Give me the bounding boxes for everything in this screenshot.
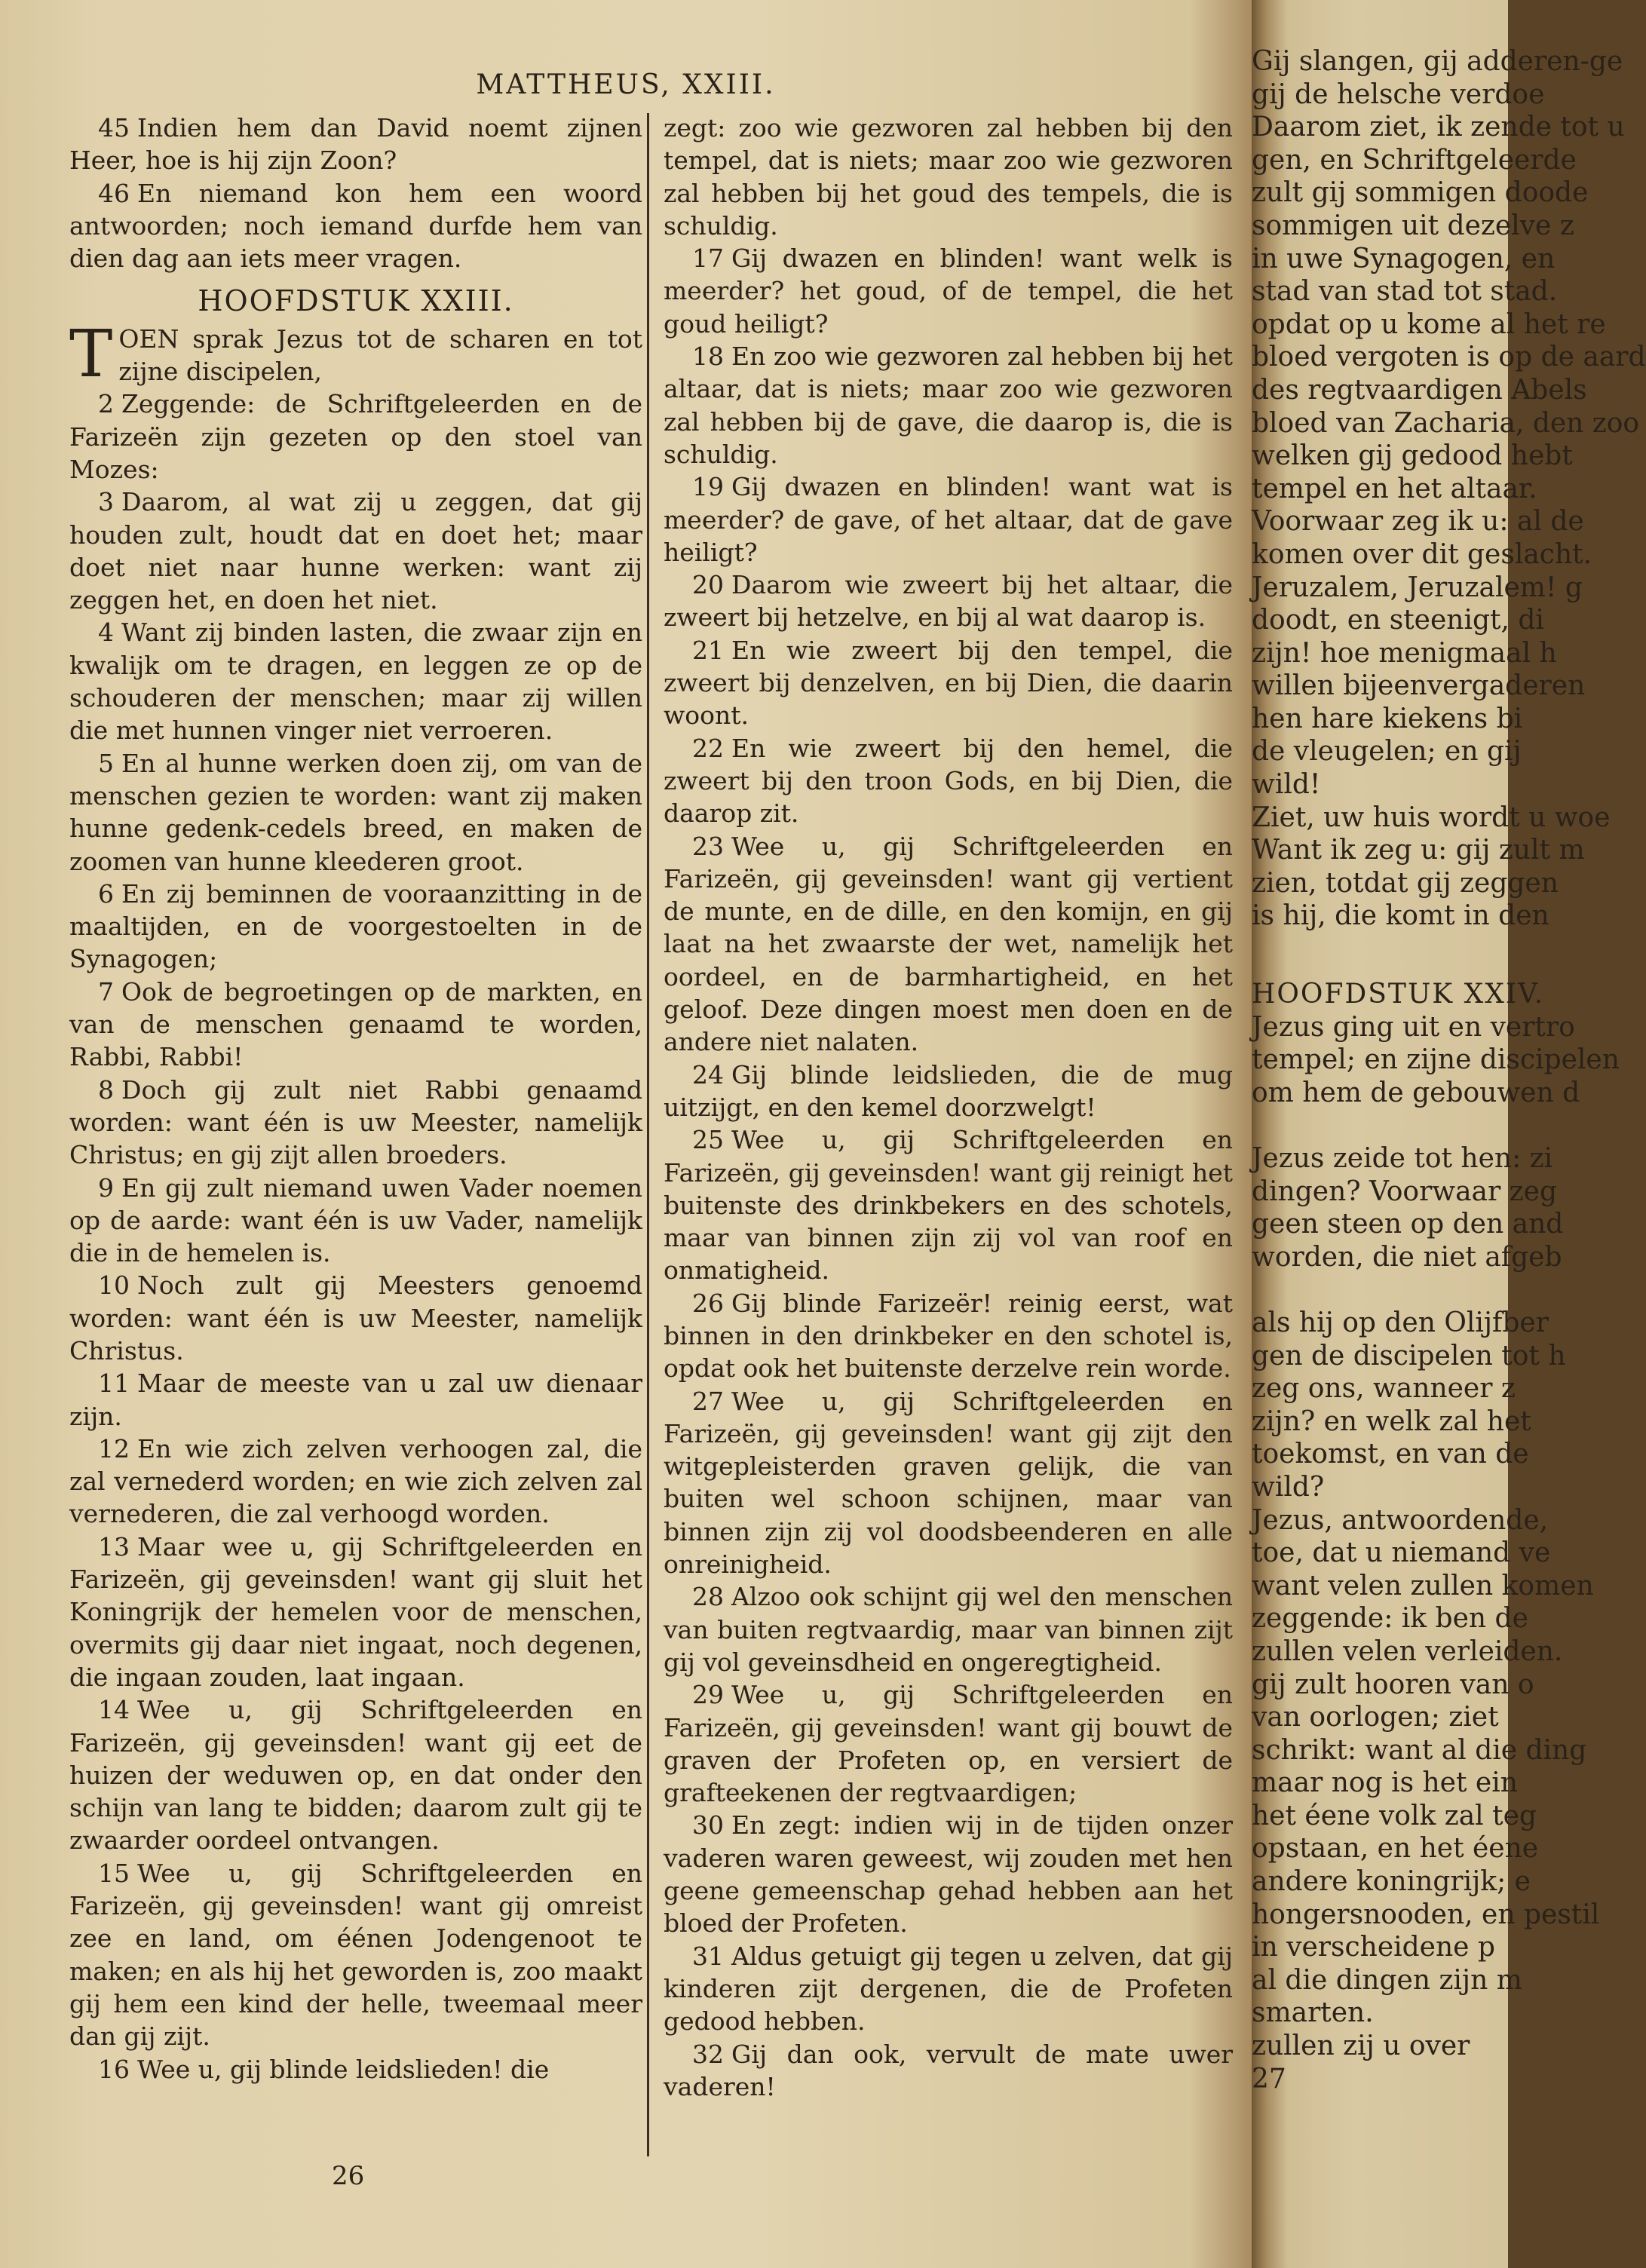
adjacent-line: zullen zij u over bbox=[1252, 2030, 1470, 2062]
page-number: 26 bbox=[332, 2161, 365, 2191]
verse-number: 28 bbox=[692, 1582, 724, 1612]
adjacent-line: tempel; en zijne discipelen bbox=[1252, 1044, 1620, 1076]
verse-text: Wee u, gij Schriftgeleerden en Farizeën, gij geveinsden! want gij eet de huizen der weduwen op, en dat onder den schijn van lang te bidden; daarom zult gij te zwaarder oordeel ontvangen. bbox=[69, 1695, 642, 1856]
verse-number: 18 bbox=[692, 342, 724, 372]
prelude-verses bbox=[69, 112, 642, 274]
verse-number: 29 bbox=[692, 1680, 724, 1710]
verse-text: Want zij binden lasten, die zwaar zijn en kwalijk om te dragen, en leggen ze op de schouderen der menschen; maar zij willen die met hunnen vinger niet verroeren. bbox=[69, 618, 642, 746]
verse bbox=[664, 340, 1233, 470]
adjacent-line: bloed van Zacharia, den zoo bbox=[1252, 407, 1640, 439]
adjacent-line: toekomst, en van de bbox=[1252, 1439, 1529, 1470]
verse bbox=[664, 470, 1233, 569]
verse-number: 17 bbox=[692, 244, 724, 274]
verse-text: Indien hem dan David noemt zijnen Heer, hoe is hij zijn Zoon? bbox=[69, 113, 642, 176]
adjacent-line: Jezus ging uit en vertro bbox=[1252, 1011, 1575, 1043]
adjacent-line: sommigen uit dezelve z bbox=[1252, 210, 1574, 241]
verse-text: Wee u, gij Schriftgeleerden en Farizeën, gij geveinsden! want gij reinigt het buitenste des drinkbekers en des schotels, maar van binnen zijn zij vol van roof en onmatigheid. bbox=[664, 1125, 1233, 1286]
verse bbox=[69, 486, 642, 616]
verse-number: 14 bbox=[98, 1695, 130, 1725]
adjacent-line: opstaan, en het éene bbox=[1252, 1833, 1539, 1865]
adjacent-line: schrikt: want al die ding bbox=[1252, 1734, 1587, 1766]
verse bbox=[69, 878, 642, 976]
verse-text: Daarom, al wat zij u zeggen, dat gij houden zult, houdt dat en doet het; maar doet niet naar hunne werken: want zij zeggen het, en doen het niet. bbox=[69, 487, 642, 615]
verse-text: Maar wee u, gij Schriftgeleerden en Farizeën, gij geveinsden! want gij sluit het Koningrijk der hemelen voor de menschen, overmits gij daar niet ingaat, noch degenen, die ingaan zouden, laat ingaan. bbox=[69, 1531, 642, 1692]
column-rule bbox=[647, 113, 649, 2156]
verse bbox=[664, 1678, 1233, 1809]
adjacent-line: Want ik zeg u: gij zult m bbox=[1252, 835, 1585, 866]
adjacent-line: zullen velen verleiden. bbox=[1252, 1635, 1563, 1667]
adjacent-line: willen bijeenvergaderen bbox=[1252, 670, 1586, 702]
verse-number: 2 bbox=[98, 389, 114, 419]
verse bbox=[664, 1059, 1233, 1124]
adjacent-line: als hij op den Olijfber bbox=[1252, 1307, 1549, 1338]
adjacent-line: in verscheidene p bbox=[1252, 1932, 1495, 1963]
verse bbox=[664, 1940, 1233, 2038]
adjacent-line: welken gij gedood hebt bbox=[1252, 440, 1573, 472]
left-column bbox=[69, 112, 642, 2086]
verse bbox=[664, 1809, 1233, 1939]
adjacent-line: opdat op u kome al het re bbox=[1252, 308, 1606, 340]
verse bbox=[69, 1367, 642, 1433]
adjacent-line: zijn! hoe menigmaal h bbox=[1252, 637, 1557, 669]
verse-number: 16 bbox=[98, 2054, 130, 2084]
verse-text: En wie zweert bij den tempel, die zweert bij denzelven, en bij Dien, die daarin woont. bbox=[664, 635, 1233, 731]
verse-number: 11 bbox=[98, 1368, 130, 1399]
adjacent-line: zeg ons, wanneer z bbox=[1252, 1373, 1516, 1405]
verse-text: Wee u, gij Schriftgeleerden en Farizeën, gij geveinsden! want gij omreist zee en land, om éénen Jodengenoot te maken; en als hij het geworden is, zoo maakt gij hem een kind der helle, tweemaal meer dan gij zijt. bbox=[69, 1858, 642, 2052]
verse-text: Ook de begroetingen op de markten, en van de menschen genaamd te worden, Rabbi, Rabbi! bbox=[69, 976, 642, 1072]
adjacent-line: Gij slangen, gij adderen-ge bbox=[1252, 46, 1623, 77]
verse-number: 46 bbox=[98, 178, 130, 208]
verse-text: Zeggende: de Schriftgeleerden en de Farizeën zijn gezeten op den stoel van Mozes: bbox=[69, 389, 642, 484]
adjacent-line: gij de helsche verdoe bbox=[1252, 78, 1545, 110]
verse bbox=[69, 1172, 642, 1270]
verse bbox=[69, 1074, 642, 1172]
verse bbox=[69, 976, 642, 1074]
verse-text: Maar de meeste van u zal uw dienaar zijn. bbox=[69, 1368, 642, 1431]
adjacent-line: Jeruzalem, Jeruzalem! g bbox=[1252, 572, 1583, 603]
verse-text: Daarom wie zweert bij het altaar, die zweert bij hetzelve, en bij al wat daarop is. bbox=[664, 570, 1233, 633]
verse bbox=[664, 732, 1233, 830]
verse-number: 25 bbox=[692, 1125, 724, 1155]
right-verses bbox=[664, 242, 1233, 2103]
verse-number: 15 bbox=[98, 1858, 130, 1888]
verse bbox=[69, 1531, 642, 1693]
verse-number: 5 bbox=[98, 748, 114, 778]
adjacent-line: Voorwaar zeg ik u: al de bbox=[1252, 506, 1584, 538]
adjacent-line: Daarom ziet, ik zende tot u bbox=[1252, 112, 1625, 143]
adjacent-line: gen, en Schriftgeleerde bbox=[1252, 144, 1577, 176]
verse bbox=[69, 1269, 642, 1367]
adjacent-line: de vleugelen; en gij bbox=[1252, 736, 1522, 768]
verse-number: 21 bbox=[692, 635, 724, 665]
adjacent-line: zeggende: ik ben de bbox=[1252, 1603, 1528, 1635]
adjacent-line: dingen? Voorwaar zeg bbox=[1252, 1175, 1557, 1207]
verse-number: 31 bbox=[692, 1941, 724, 1971]
adjacent-line: Jezus zeide tot hen: zi bbox=[1252, 1143, 1553, 1174]
adjacent-line: zijn? en welk zal het bbox=[1252, 1405, 1531, 1437]
verse bbox=[69, 177, 642, 275]
drop-cap: T bbox=[69, 316, 113, 392]
adjacent-line: maar nog is het ein bbox=[1252, 1767, 1518, 1799]
verse-text: Gij blinde leidslieden, die de mug uitzijgt, en den kemel doorzwelgt! bbox=[664, 1059, 1233, 1122]
verse-text: Wee u, gij Schriftgeleerden en Farizeën, gij geveinsden! want gij vertient de munte, en de dille, en den komijn, en gij laat na het zwaarste der wet, namelijk het oordeel, en de barmhartigheid, en het geloof. Deze dingen moest men doen en de andere niet nalaten. bbox=[664, 831, 1233, 1057]
adjacent-page bbox=[1252, 0, 1646, 2268]
verse-text: Gij blinde Farizeër! reinig eerst, wat binnen in den drinkbeker en den schotel is, opdat ook het buitenste derzelve rein worde. bbox=[664, 1288, 1233, 1384]
adjacent-line: Ziet, uw huis wordt u woe bbox=[1252, 801, 1611, 833]
adjacent-line: hongersnooden, en pestil bbox=[1252, 1899, 1600, 1930]
left-verses bbox=[69, 388, 642, 2085]
adjacent-lines-top bbox=[1252, 45, 1646, 933]
verse-text: Gij dwazen en blinden! want welk is meerder? het goud, of de tempel, die het goud heiligt? bbox=[664, 244, 1233, 339]
adjacent-page-number: 27 bbox=[1252, 2063, 1286, 2095]
adjacent-line: zien, totdat gij zeggen bbox=[1252, 867, 1559, 899]
adjacent-line: toe, dat u niemand ve bbox=[1252, 1537, 1551, 1569]
right-column bbox=[664, 112, 1233, 2103]
verse-number: 20 bbox=[692, 570, 724, 600]
verse bbox=[69, 1693, 642, 1856]
verse-text: En al hunne werken doen zij, om van de menschen gezien te worden: want zij maken hunne gedenk-cedels breed, en maken de zoomen van hunne kleederen groot. bbox=[69, 748, 642, 876]
adjacent-line: des regtvaardigen Abels bbox=[1252, 374, 1587, 406]
verse bbox=[664, 1123, 1233, 1286]
adjacent-line bbox=[1252, 1109, 1508, 1142]
verse bbox=[664, 242, 1233, 340]
adjacent-line: komen over dit geslacht. bbox=[1252, 538, 1592, 570]
verse-number: 22 bbox=[692, 733, 724, 763]
verse-text: Gij dan ook, vervult de mate uwer vaderen! bbox=[664, 2039, 1233, 2101]
adjacent-page-text bbox=[1252, 45, 1646, 2095]
verse bbox=[69, 616, 642, 746]
verse-number: 23 bbox=[692, 831, 724, 861]
verse bbox=[664, 569, 1233, 634]
verse bbox=[69, 1857, 642, 2053]
adjacent-line: geen steen op den and bbox=[1252, 1209, 1564, 1240]
adjacent-line: doodt, en steenigt, di bbox=[1252, 605, 1544, 636]
adjacent-line: andere koningrijk; e bbox=[1252, 1866, 1531, 1898]
verse-number: 10 bbox=[98, 1270, 130, 1301]
adjacent-line: is hij, die komt in den bbox=[1252, 900, 1549, 932]
adjacent-line: stad van stad tot stad. bbox=[1252, 276, 1558, 308]
verse bbox=[664, 2038, 1233, 2104]
verse bbox=[664, 1580, 1233, 1678]
continuation-text: zegt: zoo wie gezworen zal hebben bij den tempel, dat is niets; maar zoo wie gezworen zal hebben bij het goud des tempels, die is schuldig. bbox=[664, 113, 1233, 241]
running-head: MATTHEUS, XXIII. bbox=[476, 69, 776, 100]
verse-text: En zegt: indien wij in de tijden onzer vaderen waren geweest, wij zouden met hen geene gemeenschap gehad hebben aan het bloed der Profeten. bbox=[664, 1810, 1233, 1939]
adjacent-line: hen hare kiekens bi bbox=[1252, 703, 1523, 734]
adjacent-line: wild? bbox=[1252, 1471, 1325, 1503]
adjacent-line: smarten. bbox=[1252, 1997, 1374, 2029]
verse-text: Aldus getuigt gij tegen u zelven, dat gij kinderen zijt dergenen, die de Profeten gedood hebben. bbox=[664, 1941, 1233, 2037]
verse-number: 9 bbox=[98, 1172, 114, 1203]
verse-number: 19 bbox=[692, 472, 724, 502]
verse-text: En wie zich zelven verhoogen zal, die zal vernederd worden; en wie zich zelven zal vernederen, die zal verhoogd worden. bbox=[69, 1433, 642, 1529]
adjacent-line: bloed vergoten is op de aard bbox=[1252, 342, 1646, 373]
verse-text: En zoo wie gezworen zal hebben bij het altaar, dat is niets; maar zoo wie gezworen zal hebben bij de gave, die daarop is, die is schuldig. bbox=[664, 342, 1233, 469]
verse-text: Gij dwazen en blinden! want wat is meerder? de gave, of het altaar, dat de gave heiligt? bbox=[664, 472, 1233, 567]
adjacent-line: in uwe Synagogen, en bbox=[1252, 243, 1556, 274]
verse bbox=[69, 747, 642, 878]
adjacent-line: zult gij sommigen doode bbox=[1252, 177, 1589, 209]
verse-text: Wee u, gij Schriftgeleerden en Farizeën, gij geveinsden! want gij bouwt de graven der Profeten op, en versiert de grafteekenen der regtvaardigen; bbox=[664, 1680, 1233, 1808]
verse-number: 7 bbox=[98, 976, 114, 1007]
adjacent-line: tempel en het altaar. bbox=[1252, 473, 1537, 504]
adjacent-line: gen de discipelen tot h bbox=[1252, 1340, 1566, 1372]
verse-text: Wee u, gij blinde leidslieden! die bbox=[137, 2054, 550, 2084]
verse bbox=[69, 112, 642, 177]
chapter-title: HOOFDSTUK XXIII. bbox=[198, 284, 514, 318]
verse-text: En niemand kon hem een woord antwoorden; noch iemand durfde hem van dien dag aan iets meer vragen. bbox=[69, 178, 642, 274]
verse-number: 12 bbox=[98, 1433, 130, 1463]
verse-number: 8 bbox=[98, 1074, 114, 1105]
verse-text: En wie zweert bij den hemel, die zweert bij den troon Gods, en bij Dien, die daarop zit. bbox=[664, 733, 1233, 829]
verse bbox=[664, 1287, 1233, 1385]
verse-number: 4 bbox=[98, 618, 114, 648]
verse-number: 13 bbox=[98, 1531, 130, 1562]
verse-text: Wee u, gij Schriftgeleerden en Farizeën, gij geveinsden! want gij zijt den witgepleisterden graven gelijk, die van buiten wel schoon schijnen, maar van binnen zijn zij vol doodsbeenderen en alle onreinigheid. bbox=[664, 1386, 1233, 1580]
adjacent-line: want velen zullen komen bbox=[1252, 1570, 1594, 1601]
first-verse bbox=[69, 316, 642, 392]
verse bbox=[664, 634, 1233, 732]
verse-number: 24 bbox=[692, 1059, 724, 1090]
verse bbox=[664, 1385, 1233, 1581]
adjacent-line: wild! bbox=[1252, 769, 1321, 801]
verse-number: 45 bbox=[98, 113, 130, 143]
verse-text: En zij beminnen de vooraanzitting in de maaltijden, en de voorgestoelten in de Synagogen; bbox=[69, 878, 642, 974]
verse-text: Noch zult gij Meesters genoemd worden: want één is uw Meester, namelijk Christus. bbox=[69, 1270, 642, 1365]
adjacent-line: het éene volk zal teg bbox=[1252, 1800, 1537, 1831]
adjacent-line: gij zult hooren van o bbox=[1252, 1669, 1534, 1700]
verse-number: 30 bbox=[692, 1810, 724, 1840]
adjacent-chapter-title: HOOFDSTUK XXIV. bbox=[1252, 979, 1545, 1010]
first-verse-text: OEN sprak Jezus tot de scharen en tot zijne discipelen, bbox=[118, 323, 642, 387]
verse-text: Doch gij zult niet Rabbi genaamd worden: want één is uw Meester, namelijk Christus; en gij zijt allen broeders. bbox=[69, 1074, 642, 1170]
adjacent-line: Jezus, antwoordende, bbox=[1252, 1504, 1549, 1536]
verse-number: 6 bbox=[98, 878, 114, 909]
adjacent-line: al die dingen zijn m bbox=[1252, 1964, 1522, 1996]
verse bbox=[69, 1433, 642, 1531]
verse bbox=[664, 830, 1233, 1059]
verse bbox=[69, 2053, 642, 2086]
verse-number: 3 bbox=[98, 487, 114, 517]
verse-number: 32 bbox=[692, 2039, 724, 2069]
adjacent-line: om hem de gebouwen d bbox=[1252, 1077, 1580, 1108]
verse-text: Alzoo ook schijnt gij wel den menschen van buiten regtvaardig, maar van binnen zijt gij vol geveinsdheid en ongeregtigheid. bbox=[664, 1582, 1233, 1677]
verse bbox=[69, 388, 642, 486]
verse-number: 26 bbox=[692, 1288, 724, 1318]
adjacent-line bbox=[1252, 1273, 1508, 1307]
verse-number: 27 bbox=[692, 1386, 724, 1416]
adjacent-line: worden, die niet afgeb bbox=[1252, 1241, 1562, 1273]
adjacent-lines-bottom bbox=[1252, 1011, 1620, 2063]
adjacent-line: van oorlogen; ziet bbox=[1252, 1702, 1499, 1733]
verse-text: En gij zult niemand uwen Vader noemen op de aarde: want één is uw Vader, namelijk die in de hemelen is. bbox=[69, 1172, 642, 1268]
